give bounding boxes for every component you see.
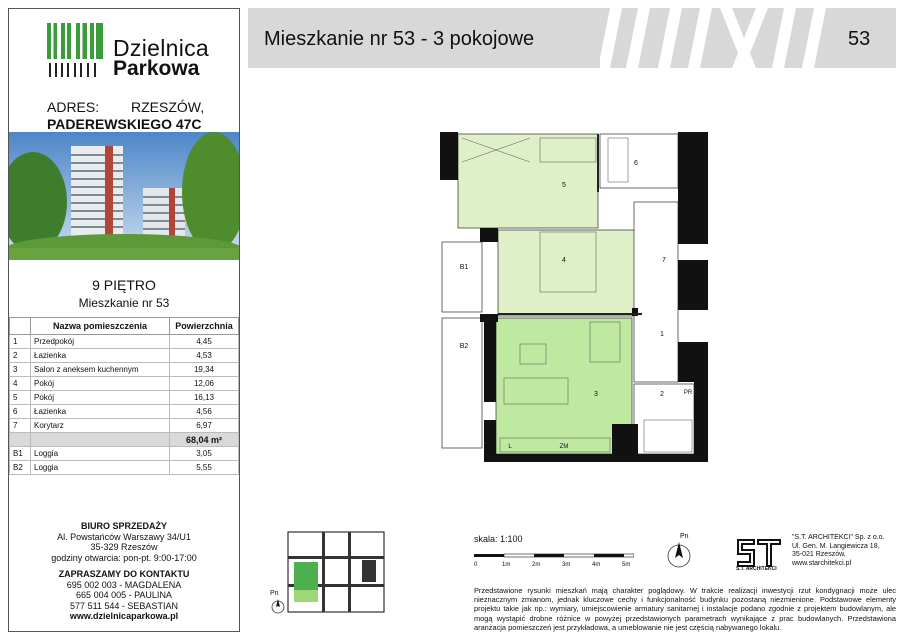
floor-label: 9 PIĘTRO [92,277,156,293]
table-row [10,447,239,461]
scale-tick: 5m [622,562,631,568]
room-label-3: 3 [594,391,598,398]
fixture-pr-upper: PR [683,176,693,182]
info-panel [8,8,240,632]
architect-website[interactable]: www.starchitekci.pl [792,559,852,567]
architect-info [792,534,902,568]
table-row [10,461,239,475]
row-no: 7 [10,419,31,433]
room-label-6: 6 [634,160,638,167]
decorative-stripes [600,8,830,68]
architect-line3: 35-021 Rzeszów, [792,551,846,558]
brand-name-line2: Parkowa [113,57,200,80]
fixture-l: L [508,444,512,450]
apartment-number: 53 [848,28,871,50]
room-label-1: 1 [660,331,664,338]
room-label-2: 2 [660,391,664,398]
row-no: 5 [10,391,31,405]
table-row [10,391,239,405]
row-name: Pokój [31,391,170,405]
disclaimer-text: Przedstawione rysunki mieszkań mają charakter poglądowy. W trakcie realizacji inwestycji rzut kondygnacji może ulec nieznacznym zmianom, jednak kluczowe cechy i funkcjonalność budynku pozostaną niezmienione. Podstawowe elementy projektu takie jak np.: wymiary, umiejscowienie armatury sanitarnej i instalacje podano zgodnie z projektem budowlanym, ale mogą wystąpić drobne różnice w powyżej przedstawionych parametrach wynikające z prac budowlanych. Przedstawiona aranżacja pomieszczeń jest przykładowa, a umeblowanie nie jest częścią nabywanego lokalu. [474,586,896,632]
row-name: Korytarz [31,419,170,433]
col-no [10,318,31,335]
row-name: Przedpokój [31,335,170,349]
phone-sebastian: 577 511 544 - SEBASTIAN [70,600,178,611]
architect-line1: "S.T. ARCHITEKCI" Sp. z o.o. [792,534,885,541]
row-no: 2 [10,349,31,363]
brand-logo-icon [47,23,103,79]
table-row [10,377,239,391]
building-photo [9,132,239,260]
room-label-b2: B2 [459,343,469,350]
address-street: PADEREWSKIEGO 47C [47,116,202,132]
col-name-header: Nazwa pomieszczenia [31,318,170,335]
sales-office [9,521,239,622]
total-row [10,433,239,447]
row-area: 3,05 [170,447,239,461]
row-area: 4,45 [170,335,239,349]
row-name: Loggia [31,461,170,475]
row-no: 1 [10,335,31,349]
table-row [10,335,239,349]
total-area: 68,04 m² [170,433,239,447]
fixture-pr-lower: PR [683,390,693,396]
phone-magdalena: 695 002 003 - MAGDALENA [66,579,182,590]
room-label-5: 5 [562,182,566,189]
fixture-zm: ZM [559,444,569,450]
col-area-header: Powierzchnia [170,318,239,335]
page-title: Mieszkanie nr 53 - 3 pokojowe [264,28,535,50]
address-city: RZESZÓW, [131,99,205,115]
row-no: B1 [10,447,31,461]
office-street: Al. Powstańców Warszawy 34/U1 [57,531,191,542]
table-row [10,349,239,363]
row-area: 4,53 [170,349,239,363]
scale-bar [474,552,634,570]
rooms-table [9,317,239,475]
office-hours: godziny otwarcia: pon-pt. 9:00-17:00 [51,552,197,563]
room-label-4: 4 [562,257,566,264]
table-row [10,419,239,433]
row-area: 4,56 [170,405,239,419]
contact-heading: ZAPRASZAMY DO KONTAKTU [58,569,190,579]
row-area: 6,97 [170,419,239,433]
floor-plan [440,132,708,462]
scale-tick: 4m [592,562,601,568]
row-name: Loggia [31,447,170,461]
room-label-7: 7 [662,257,666,264]
row-area: 5,55 [170,461,239,475]
table-row [10,363,239,377]
row-area: 16,13 [170,391,239,405]
scale-tick: 2m [532,562,541,568]
office-city: 35-329 Rzeszów [90,542,158,552]
row-name: Salon z aneksem kuchennym [31,363,170,377]
table-row [10,405,239,419]
header-bar [248,8,896,68]
scale-tick: 3m [562,562,571,568]
row-no: B2 [10,461,31,475]
brand-name-line1: Dzielnica [113,35,210,61]
row-name: Pokój [31,377,170,391]
row-no: 6 [10,405,31,419]
address-label: ADRES: [47,99,100,115]
scale-tick: 0 [474,562,478,568]
row-no: 3 [10,363,31,377]
office-heading: BIURO SPRZEDAŻY [80,521,167,531]
row-name: Łazienka [31,405,170,419]
scale-tick: 1m [502,562,511,568]
row-name: Łazienka [31,349,170,363]
apartment-label: Mieszkanie nr 53 [78,296,170,310]
north-label: Pn [680,533,689,540]
row-area: 12,06 [170,377,239,391]
architect-line2: Ul. Gen. M. Langiewicza 18, [792,542,880,550]
phone-paulina: 665 004 005 - PAULINA [76,590,172,600]
website-link[interactable]: www.dzielnicaparkowa.pl [69,611,179,621]
row-no: 4 [10,377,31,391]
architect-caption: S.T. ARCHITEKCI [736,566,777,572]
row-area: 19,34 [170,363,239,377]
north-label-small: Pn [270,590,279,597]
scale-label: skala: 1:100 [474,534,523,544]
room-label-b1: B1 [459,264,469,271]
compass-icon [664,530,694,572]
